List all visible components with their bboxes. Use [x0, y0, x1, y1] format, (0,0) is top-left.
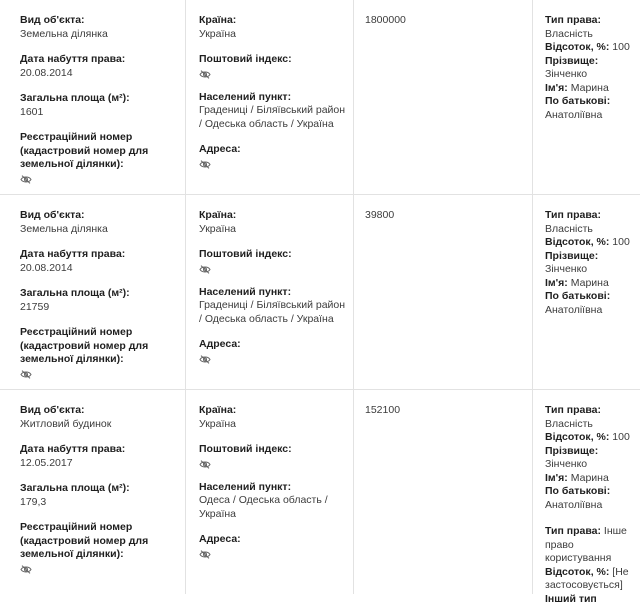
- locality-label: Населений пункт:: [199, 90, 292, 103]
- patronymic-value: Анатоліївна: [545, 303, 603, 316]
- location-cell: [186, 0, 354, 194]
- acquired-label: Дата набуття права:: [20, 443, 126, 455]
- postal-label: Поштовий індекс:: [199, 248, 292, 260]
- eye-slash-icon: [199, 355, 211, 364]
- eye-slash-icon: [199, 550, 211, 559]
- patronymic-value: Анатоліївна: [545, 108, 603, 121]
- share-value: 100: [612, 41, 630, 53]
- reg-number-label: Реєстраційний номер (кадастровий номер для земельної ділянки):: [20, 326, 149, 365]
- object-type-label: Вид об'єкта:: [20, 209, 85, 221]
- right-type-label: Тип права:: [545, 209, 601, 221]
- table-row: [0, 390, 640, 605]
- value-amount: 152100: [365, 404, 401, 416]
- locality-value: Градениці / Біляївський район / Одеська область / Україна: [199, 299, 346, 325]
- eye-slash-icon: [20, 565, 32, 574]
- eye-slash-icon: [199, 160, 211, 169]
- eye-slash-icon: [20, 370, 32, 379]
- country-value: Україна: [199, 417, 237, 430]
- country-value: Україна: [199, 222, 237, 235]
- acquired-label: Дата набуття права:: [20, 248, 126, 260]
- rights-cell: [533, 0, 640, 194]
- share-value: 100: [612, 236, 630, 248]
- address-label: Адреса:: [199, 533, 241, 545]
- share-value: [Не застосовується]: [545, 565, 629, 591]
- area-label: Загальна площа (м²):: [20, 287, 130, 299]
- postal-label: Поштовий індекс:: [199, 53, 292, 65]
- patronymic-value: Анатоліївна: [545, 498, 603, 511]
- share-label: Відсоток, %:: [545, 565, 610, 578]
- share-value: 100: [612, 431, 630, 443]
- right-type-label: Тип права:: [545, 525, 601, 537]
- country-label: Країна:: [199, 404, 237, 416]
- value-cell: [354, 0, 533, 194]
- country-label: Країна:: [199, 14, 237, 26]
- name-label: Ім'я:: [545, 276, 568, 289]
- area-value: 179,3: [20, 495, 47, 508]
- location-cell: [186, 390, 354, 594]
- reg-number-label: Реєстраційний номер (кадастровий номер для земельної ділянки):: [20, 521, 149, 560]
- locality-label: Населений пункт:: [199, 480, 292, 493]
- share-label: Відсоток, %:: [545, 236, 610, 248]
- rights-cell: [533, 390, 640, 605]
- area-value: 1601: [20, 105, 44, 118]
- surname-value: Зінченко: [545, 68, 588, 80]
- acquired-value: 20.08.2014: [20, 261, 73, 274]
- patronymic-label: По батькові:: [545, 485, 611, 497]
- object-type-label: Вид об'єкта:: [20, 14, 85, 26]
- right-type-value: Інше право користування: [545, 525, 627, 564]
- country-label: Країна:: [199, 209, 237, 221]
- eye-slash-icon: [199, 265, 211, 274]
- country-value: Україна: [199, 27, 237, 40]
- acquired-value: 20.08.2014: [20, 66, 73, 79]
- area-label: Загальна площа (м²):: [20, 92, 130, 104]
- right-type-value: Власність: [545, 417, 593, 430]
- eye-slash-icon: [20, 175, 32, 184]
- object-type-value: Земельна ділянка: [20, 27, 108, 40]
- name-value: Марина: [570, 81, 609, 94]
- name-label: Ім'я:: [545, 81, 568, 94]
- object-cell: [0, 390, 186, 594]
- right-type-label: Тип права:: [545, 14, 601, 26]
- name-value: Марина: [570, 276, 609, 289]
- postal-label: Поштовий індекс:: [199, 443, 292, 455]
- reg-number-label: Реєстраційний номер (кадастровий номер для земельної ділянки):: [20, 131, 149, 170]
- acquired-label: Дата набуття права:: [20, 53, 126, 65]
- address-label: Адреса:: [199, 338, 241, 350]
- eye-slash-icon: [199, 70, 211, 79]
- name-value: Марина: [570, 471, 609, 484]
- eye-slash-icon: [199, 460, 211, 469]
- right-type-label: Інший тип: [545, 592, 597, 605]
- value-cell: [354, 195, 533, 389]
- value-amount: 1800000: [365, 14, 406, 26]
- area-label: Загальна площа (м²):: [20, 482, 130, 494]
- value-cell: [354, 390, 533, 594]
- address-label: Адреса:: [199, 143, 241, 155]
- locality-value: Градениці / Біляївський район / Одеська область / Україна: [199, 104, 346, 130]
- surname-value: Зінченко: [545, 263, 588, 275]
- table-row: [0, 0, 640, 195]
- share-label: Відсоток, %:: [545, 431, 610, 443]
- object-cell: [0, 195, 186, 389]
- surname-label: Прізвище:: [545, 444, 599, 457]
- object-type-label: Вид об'єкта:: [20, 404, 85, 416]
- locality-value: Одеса / Одеська область / Україна: [199, 494, 328, 520]
- locality-label: Населений пункт:: [199, 285, 292, 298]
- area-value: 21759: [20, 300, 50, 313]
- value-amount: 39800: [365, 209, 395, 221]
- patronymic-label: По батькові:: [545, 95, 611, 107]
- object-type-value: Житловий будинок: [20, 417, 112, 430]
- patronymic-label: По батькові:: [545, 290, 611, 302]
- right-type-value: Власність: [545, 222, 593, 235]
- rights-cell: [533, 195, 640, 389]
- right-type-label: Тип права:: [545, 404, 601, 416]
- surname-label: Прізвище:: [545, 249, 599, 262]
- share-label: Відсоток, %:: [545, 41, 610, 53]
- table-row: [0, 195, 640, 390]
- object-type-value: Земельна ділянка: [20, 222, 108, 235]
- object-cell: [0, 0, 186, 194]
- acquired-value: 12.05.2017: [20, 456, 73, 469]
- right-type-value: Власність: [545, 27, 593, 40]
- surname-label: Прізвище:: [545, 54, 599, 67]
- name-label: Ім'я:: [545, 471, 568, 484]
- surname-value: Зінченко: [545, 458, 588, 470]
- location-cell: [186, 195, 354, 389]
